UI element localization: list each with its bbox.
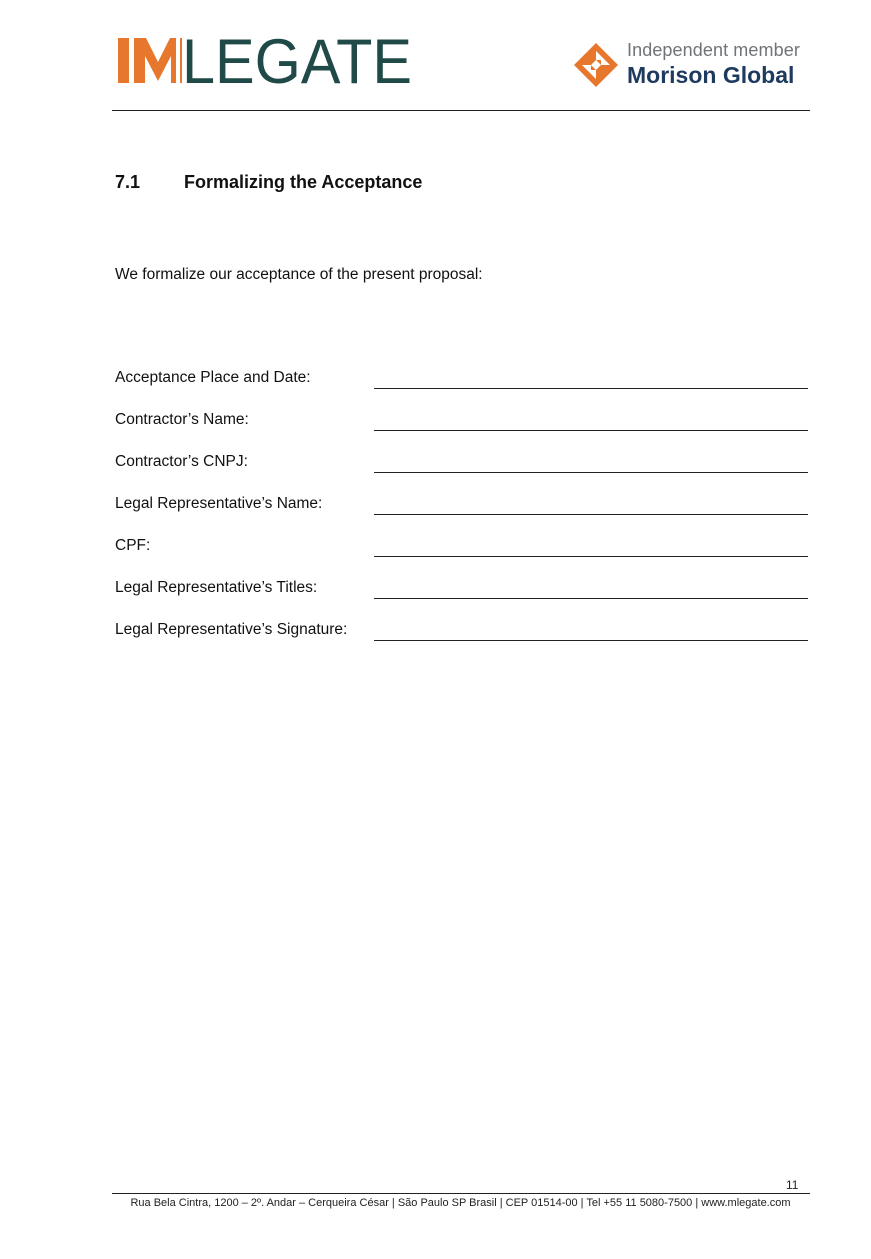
morison-global-logo — [574, 40, 814, 92]
section-number: 7.1 — [115, 172, 141, 192]
header-divider — [112, 110, 810, 111]
contractor-cnpj-blank[interactable] — [374, 472, 808, 473]
section-heading — [115, 172, 422, 193]
representative-signature-blank[interactable] — [374, 640, 808, 641]
form-row-place-date — [115, 368, 808, 410]
form-row-representative-name — [115, 494, 808, 536]
svg-text:LEGATE: LEGATE — [182, 32, 412, 92]
page-header — [0, 0, 871, 112]
form-row-representative-signature — [115, 620, 808, 662]
acceptance-form — [115, 368, 808, 662]
mlegate-logo — [118, 32, 418, 92]
morison-global-label: Morison Global — [627, 62, 795, 88]
morison-emblem-icon — [574, 43, 618, 87]
form-row-representative-titles — [115, 578, 808, 620]
footer-address: Rua Bela Cintra, 1200 – 2º. Andar – Cerqueira César | São Paulo SP Brasil | CEP 01514-00 | Tel +55 11 5080-7500 | www.mlegate.com — [130, 1197, 791, 1209]
field-label: Contractor’s CNPJ: — [115, 453, 248, 470]
field-label: Legal Representative’s Titles: — [115, 579, 318, 596]
independent-member-label: Independent member — [627, 40, 800, 60]
form-row-contractor-cnpj — [115, 452, 808, 494]
section-title: Formalizing the Acceptance — [184, 172, 423, 192]
form-row-contractor-name — [115, 410, 808, 452]
intro-paragraph: We formalize our acceptance of the present proposal: — [115, 266, 483, 283]
field-label: Contractor’s Name: — [115, 411, 249, 428]
footer-divider — [112, 1193, 810, 1194]
representative-name-blank[interactable] — [374, 514, 808, 515]
representative-titles-blank[interactable] — [374, 598, 808, 599]
field-label: Legal Representative’s Name: — [115, 495, 323, 512]
field-label: CPF: — [115, 537, 151, 554]
contractor-name-blank[interactable] — [374, 430, 808, 431]
cpf-blank[interactable] — [374, 556, 808, 557]
form-row-cpf — [115, 536, 808, 578]
field-label: Acceptance Place and Date: — [115, 369, 311, 386]
page-number: 11 — [786, 1178, 799, 1192]
field-label: Legal Representative’s Signature: — [115, 621, 348, 638]
acceptance-place-date-blank[interactable] — [374, 388, 808, 389]
